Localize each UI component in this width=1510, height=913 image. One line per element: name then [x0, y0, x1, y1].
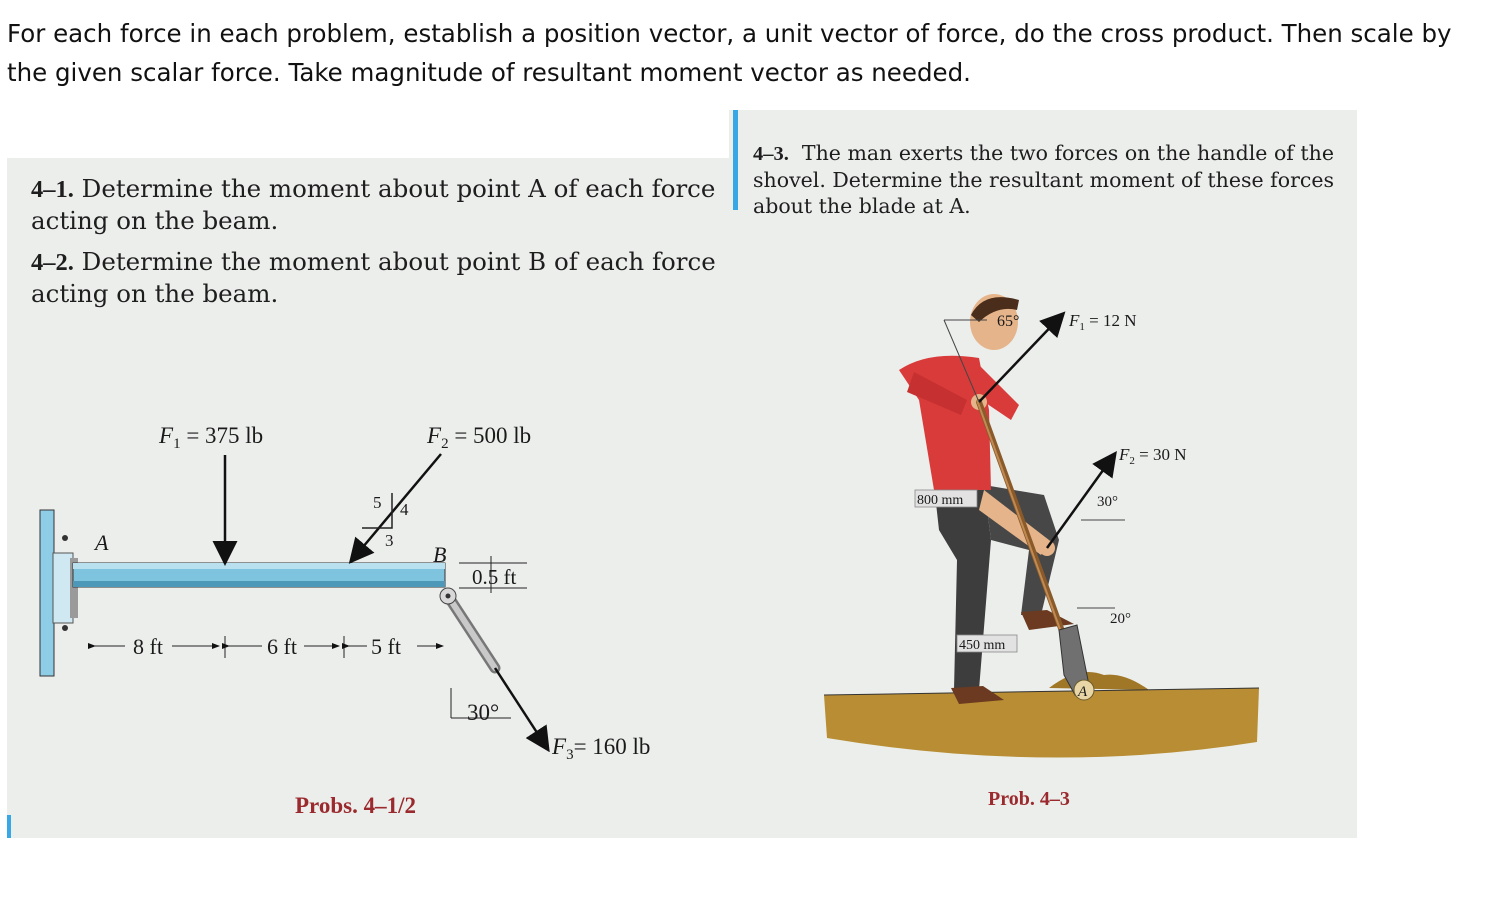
wall-support	[40, 510, 78, 676]
f2-value: = 500 lb	[448, 423, 532, 448]
slope-hyp-5: 5	[373, 493, 382, 512]
dim-800-mm-label: 800 mm	[917, 493, 964, 508]
prob-4-3-caption: Prob. 4–3	[988, 788, 1070, 810]
ground	[824, 688, 1259, 758]
f3-angle-label: 30°	[467, 700, 500, 725]
dim-0-5-ft	[459, 556, 527, 593]
f2-subscript: 2	[1129, 455, 1135, 467]
f2-subscript: 2	[441, 436, 449, 452]
point-a-label: A	[1078, 684, 1088, 700]
svg-text:F1 = 375 lb	[158, 423, 263, 452]
slope-rise-4: 4	[400, 500, 409, 519]
problem-4-3-number: 4–3.	[753, 143, 789, 165]
f3-subscript: 3	[566, 747, 574, 763]
f3-value: = 160 lb	[573, 734, 651, 759]
svg-text:F3= 160 lb	[551, 734, 650, 763]
f2-arrow	[352, 454, 441, 560]
dim-450-mm-label: 450 mm	[959, 638, 1006, 653]
angle-65-label: 65°	[997, 313, 1020, 330]
right-accent-bar	[733, 110, 738, 210]
svg-text:F1 = 12 N	[1068, 311, 1137, 333]
problem-4-1-text: Determine the moment about point A of each force acting on the beam.	[31, 174, 716, 235]
link-member	[440, 588, 495, 668]
dim-0-5-ft-label: 0.5 ft	[472, 565, 517, 589]
instructions	[7, 14, 1497, 92]
f3-arrow	[495, 668, 547, 748]
dim-5-ft: 5 ft	[371, 634, 401, 659]
dim-800-mm	[915, 490, 977, 508]
f3-symbol: F	[552, 734, 567, 759]
problem-4-2-number: 4–2.	[31, 249, 74, 276]
beam-figure	[7, 158, 729, 838]
f2-symbol: F	[427, 423, 442, 448]
slope-run-3: 3	[385, 531, 394, 550]
problem-4-3-line-2: shovel. Determine the resultant moment of these forces	[753, 168, 1335, 192]
dim-6-ft: 6 ft	[267, 634, 297, 659]
problem-4-3-line-3: about the blade at A.	[753, 194, 971, 218]
f1-subscript: 1	[173, 436, 181, 452]
dim-450-mm	[957, 635, 1017, 653]
angle-30-label: 30°	[1097, 494, 1118, 510]
probs-4-1-2-caption: Probs. 4–1/2	[295, 793, 416, 818]
problem-4-1-number: 4–1.	[31, 176, 74, 203]
instructions-line-2: the given scalar force. Take magnitude of resultant moment vector as needed.	[7, 58, 971, 87]
f2-value: = 30 N	[1134, 445, 1187, 464]
f1-symbol: F	[1069, 311, 1080, 330]
f1-subscript: 1	[1079, 321, 1085, 333]
beam	[73, 563, 445, 587]
f1-value: = 375 lb	[180, 423, 264, 448]
point-a-label: A	[95, 530, 109, 555]
point-b-label: B	[433, 542, 447, 567]
f2-symbol: F	[1119, 445, 1130, 464]
dim-8-ft: 8 ft	[133, 634, 163, 659]
f1-symbol: F	[159, 423, 174, 448]
instructions-line-1: For each force in each problem, establish a position vector, a unit vector of force, do the cross product. Then scale by	[7, 19, 1452, 48]
problem-4-2-text: Determine the moment about point B of each force acting on the beam.	[31, 247, 716, 308]
bottom-dimensions	[95, 634, 443, 659]
angle-20-label: 20°	[1110, 611, 1131, 627]
problem-4-3-line-1: The man exerts the two forces on the handle of the	[801, 141, 1334, 165]
prob-4-3-panel	[729, 110, 1357, 838]
f1-value: = 12 N	[1084, 311, 1137, 330]
left-accent-bar	[7, 815, 11, 838]
svg-text:F2 = 500 lb	[426, 423, 531, 452]
svg-text:F2 = 30 N	[1118, 445, 1187, 467]
probs-4-1-2-panel	[7, 158, 729, 838]
shovel-figure	[729, 110, 1357, 838]
